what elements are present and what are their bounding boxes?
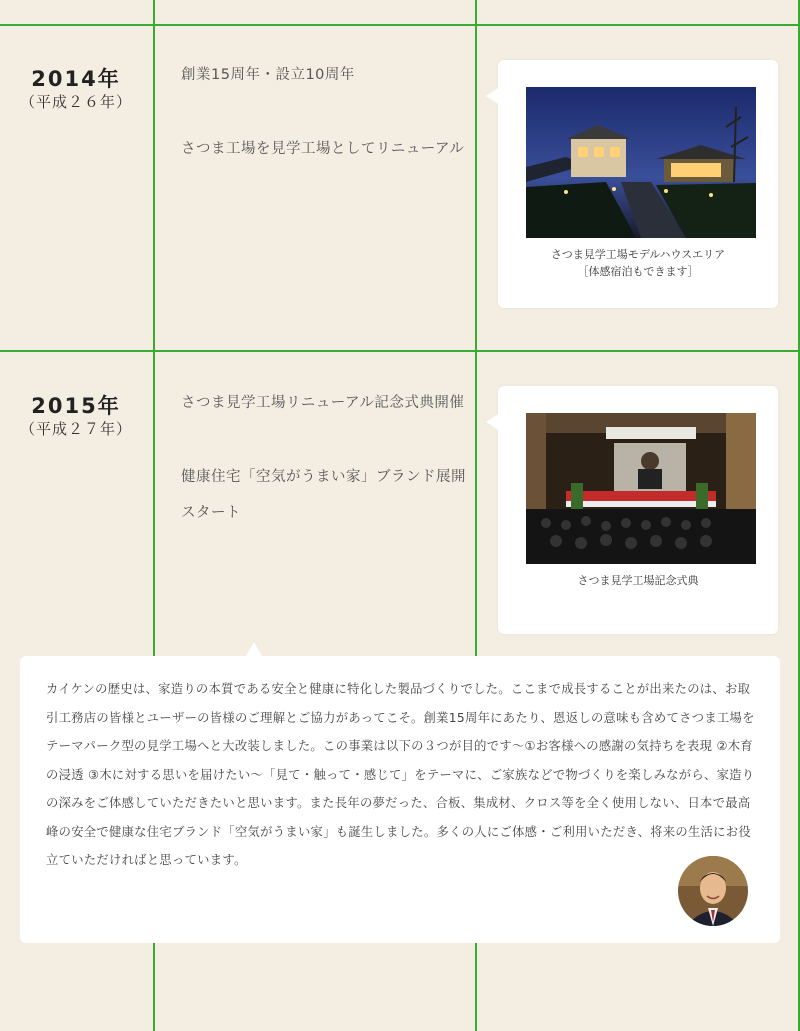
year-label: 2015年 (31, 394, 121, 418)
caption-line: ［体感宿泊もできます］ (577, 265, 699, 278)
event-item: さつま工場を見学工場としてリニューアル (181, 141, 465, 157)
photo-card (498, 60, 778, 308)
model-house-night-illustration (526, 87, 756, 238)
era-label: （平成２６年） (19, 93, 132, 111)
event-item: 創業15周年・設立10周年 (181, 67, 355, 83)
message-text: カイケンの歴史は、家造りの本質である安全と健康に特化した製品づくりでした。ここまで成長することが出来たのは、お取引工務店の皆様とユーザーの皆様のご理解とご協力があってこそ。創業15周年にあたり、恩返しの意味も含めてさつま工場をテーマパーク型の見学工場へと大改装しました。この事業は以下の３つが目的です〜①お客様への感謝の気持ちを表現 ②木育の浸透 ③木に対する思いを届けたい〜「見て・触って・感じて」をテーマに、ご家族などで物づくりを楽しみながら、家造りの深みをご体感していただきたいと思います。また長年の夢だった、合板、集成材、クロス等を全く使用しない、日本で最高峰の安全で健康な住宅ブランド「空気がうまい家」も誕生しました。多くの人にご体感・ご利用いただき、将来の生活にお役立ていただければと思っています。 (46, 682, 755, 867)
caption-line: さつま見学工場モデルハウスエリア (550, 248, 726, 261)
photo-caption (498, 246, 778, 280)
message-box (20, 656, 780, 943)
year-label-block (0, 393, 152, 439)
president-portrait (678, 856, 748, 926)
model-house-night-photo (526, 87, 756, 238)
event-list (181, 385, 466, 569)
event-list (181, 57, 466, 205)
era-label: （平成２７年） (19, 420, 132, 438)
timeline-row-divider-2 (0, 350, 800, 352)
timeline-row-divider-1 (0, 24, 800, 26)
ceremony-hall-photo (526, 413, 756, 564)
event-item: 健康住宅「空気がうまい家」ブランド展開スタート (181, 469, 466, 521)
photo-card (498, 386, 778, 634)
caption-line: さつま見学工場記念式典 (577, 574, 699, 587)
photo-caption (498, 572, 778, 589)
ceremony-hall-illustration (526, 413, 756, 564)
year-label-block (0, 66, 152, 112)
year-label: 2014年 (31, 67, 121, 91)
president-portrait-illustration (678, 856, 748, 926)
event-item: さつま見学工場リニューアル記念式典開催 (181, 395, 465, 411)
